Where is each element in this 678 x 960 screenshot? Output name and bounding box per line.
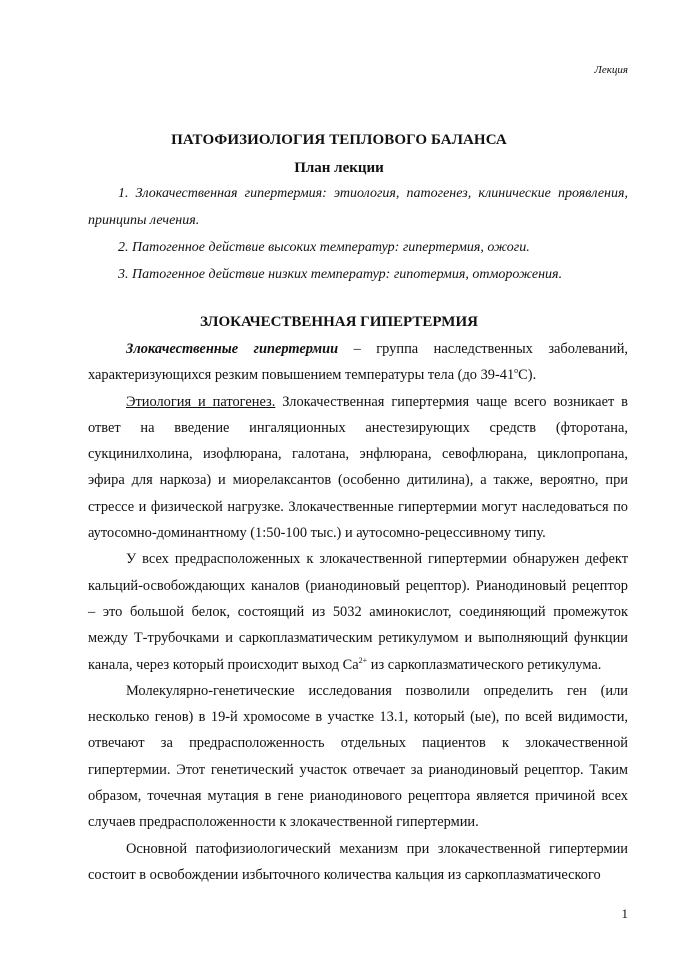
- plan-item: 3. Патогенное действие низких температур: гипотермия, отморожения.: [118, 267, 563, 282]
- plan-list: [88, 180, 628, 288]
- underlined-label: Этиология и патогенез.: [126, 393, 276, 410]
- plan-item: 2. Патогенное действие высоких температур: гипертермия, ожоги.: [118, 240, 530, 255]
- running-head: Лекция: [594, 64, 628, 76]
- document-title: ПАТОФИЗИОЛОГИЯ ТЕПЛОВОГО БАЛАНСА: [171, 132, 507, 148]
- paragraph-genetics: Молекулярно-генетические исследования позволили определить ген (или несколько генов) в 19-й хромосоме в участке 13.1, который (ые), по всей видимости, отвечают за предрасположенность отдельных пациентов к злокачественной гипертермии. Этот генетический участок отвечает за рианодиновый рецептор. Таким образом, точечная мутация в гене рианодинового рецептора является причиной всех случаев предрасположенности к злокачественной гипертермии.: [88, 682, 628, 831]
- defined-term: Злокачественные гипертермии: [126, 341, 339, 357]
- ion-charge: 2+: [358, 655, 368, 665]
- paragraph-text: – группа наследственных заболеваний, характеризующихся резким повышением температуры тела (до 39-41: [88, 341, 629, 384]
- paragraph-etiology: [88, 389, 628, 547]
- paragraph-text: Злокачественная гипертермия чаще всего возникает в ответ на введение ингаляционных анестезирующих средств (фторотана, сукцинилхолина, изофлюрана, галотана, энфлюрана, севофлюрана, циклопропана, эфира для наркоза) и миорелаксантов (особенно дитилина), а также, вероятно, при стрессе и физической нагрузке. Злокачественные гипертермии могут наследоваться по аутосомно-доминантному (1:50-100 тыс.) и аутосомно-рецессивному типу.: [88, 393, 628, 542]
- paragraph-text: из саркоплазматического ретикулума.: [367, 656, 602, 673]
- page-number: 1: [621, 906, 628, 921]
- section-title: ЗЛОКАЧЕСТВЕННАЯ ГИПЕРТЕРМИЯ: [200, 314, 478, 330]
- section-body: [88, 336, 628, 888]
- paragraph-mechanism: Основной патофизиологический механизм при злокачественной гипертермии состоит в освобождении избыточного количества кальция из саркоплазматического: [88, 840, 628, 883]
- degree-sign: о: [514, 366, 519, 376]
- paragraph-text: У всех предрасположенных к злокачественной гипертермии обнаружен дефект кальций-освобождающих каналов (рианодиновый рецептор). Рианодиновый рецептор – это большой белок, состоящий из 5032 аминокислот, соединяющий промежуток между Т-трубочками и саркоплазматическим ретикулумом и выполняющий функции канала, через который происходит выход Ca: [88, 551, 628, 673]
- plan-heading: План лекции: [294, 160, 384, 176]
- paragraph-definition: [88, 336, 628, 389]
- paragraph-receptor: [88, 546, 628, 677]
- plan-item: 1. Злокачественная гипертермия: этиология, патогенез, клинические проявления, принципы лечения.: [88, 186, 628, 228]
- paragraph-text: С).: [518, 367, 537, 384]
